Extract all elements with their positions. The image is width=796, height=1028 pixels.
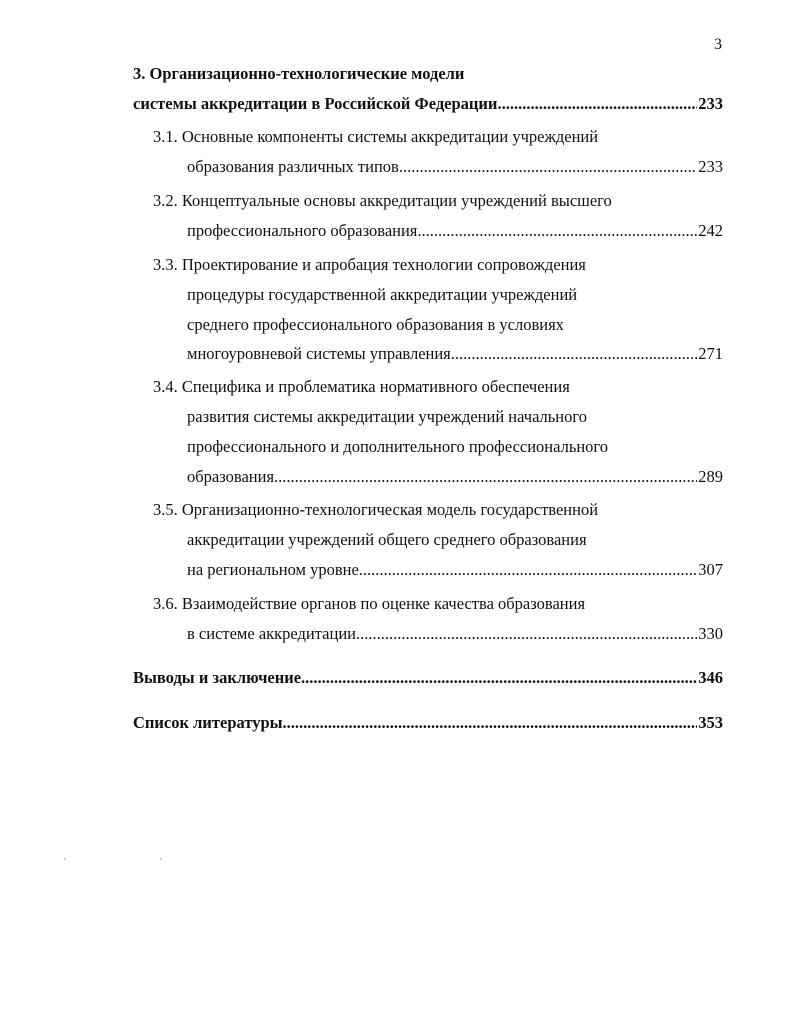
chapter-title-text-2: системы аккредитации в Российской Федерации — [133, 94, 498, 113]
leader-dots — [399, 157, 697, 177]
toc-entry-3-6[interactable] — [187, 624, 723, 646]
page-ref: 242 — [698, 221, 723, 240]
section-3-4-line-1 — [153, 377, 570, 399]
toc-entry-conclusions[interactable] — [133, 668, 723, 690]
chapter-title-line-1 — [133, 64, 464, 86]
page-ref: 271 — [698, 344, 723, 363]
leader-dots — [497, 94, 697, 114]
leader-dots — [451, 344, 697, 364]
section-text: 3.4. Специфика и проблематика нормативного обеспечения — [153, 377, 570, 396]
scan-speck — [64, 858, 66, 860]
section-3-4-line-3 — [187, 437, 608, 459]
section-3-1-line-1 — [153, 127, 598, 149]
leader-dots — [301, 668, 697, 688]
section-3-2-line-1 — [153, 191, 612, 213]
page-ref: 289 — [698, 467, 723, 486]
section-text: 3.1. Основные компоненты системы аккредитации учреждений — [153, 127, 599, 146]
page-number: 3 — [714, 36, 722, 53]
scan-speck — [160, 858, 162, 860]
toc-entry-references[interactable] — [133, 713, 723, 735]
references-label: Список литературы — [133, 713, 283, 732]
section-text: профессионального образования — [187, 221, 418, 240]
leader-dots — [274, 467, 697, 487]
section-3-4-line-2 — [187, 407, 587, 429]
section-text: аккредитации учреждений общего среднего образования — [187, 530, 587, 549]
toc-entry-3-1[interactable] — [187, 157, 723, 179]
section-text: профессионального и дополнительного профессионального — [187, 437, 609, 456]
section-3-6-line-1 — [153, 594, 585, 616]
leader-dots — [359, 560, 697, 580]
toc-entry-3-5[interactable] — [187, 560, 723, 582]
section-text: 3.2. Концептуальные основы аккредитации учреждений высшего — [153, 191, 612, 210]
section-text: развития системы аккредитации учреждений начального — [187, 407, 587, 426]
conclusions-label: Выводы и заключение — [133, 668, 302, 687]
section-3-5-line-1 — [153, 500, 598, 522]
chapter-title-text-1: 3. Организационно-технологические модели — [133, 64, 465, 83]
section-3-5-line-2 — [187, 530, 587, 552]
section-text: на региональном уровне — [187, 560, 359, 579]
section-text: 3.3. Проектирование и апробация технологии сопровождения — [153, 255, 586, 274]
page-ref: 330 — [698, 624, 723, 643]
toc-entry-3-3[interactable] — [187, 344, 723, 366]
toc-entry-3-4[interactable] — [187, 467, 723, 489]
section-text: образования различных типов — [187, 157, 399, 176]
toc-entry-3-2[interactable] — [187, 221, 723, 243]
section-text: в системе аккредитации — [187, 624, 356, 643]
page-ref: 307 — [698, 560, 723, 579]
section-text: образования — [187, 467, 275, 486]
toc-entry-chapter-3[interactable] — [133, 94, 723, 116]
section-text: многоуровневой системы управления — [187, 344, 451, 363]
leader-dots — [356, 624, 697, 644]
page-ref: 233 — [698, 157, 723, 176]
section-3-3-line-2 — [187, 285, 577, 307]
section-3-3-line-1 — [153, 255, 586, 277]
section-text: 3.6. Взаимодействие органов по оценке качества образования — [153, 594, 586, 613]
section-text: 3.5. Организационно-технологическая модель государственной — [153, 500, 599, 519]
page-ref: 233 — [698, 94, 723, 113]
page-ref: 353 — [698, 713, 723, 732]
section-3-3-line-3 — [187, 315, 564, 337]
page-ref: 346 — [698, 668, 723, 687]
section-text: процедуры государственной аккредитации учреждений — [187, 285, 578, 304]
leader-dots — [283, 713, 698, 733]
section-text: среднего профессионального образования в условиях — [187, 315, 564, 334]
leader-dots — [417, 221, 697, 241]
